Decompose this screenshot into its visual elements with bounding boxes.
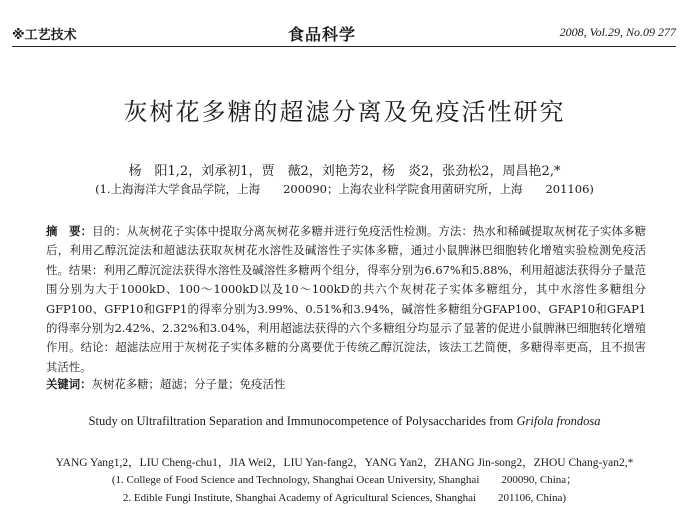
keywords-label: 关键词： bbox=[46, 377, 92, 391]
english-title-species: Grifola frondosa bbox=[516, 414, 601, 428]
abstract-text: 目的：从灰树花子实体中提取分离灰树花多糖并进行免疫活性检测。方法：热水和稀碱提取灰树花子实体多糖后，利用乙醇沉淀法和超滤法获取灰树花水溶性及碱溶性子实体多糖，通过小鼠脾淋巴细胞转化增殖实验检测免疫活性。结果：利用乙醇沉淀法获得水溶性及碱溶性多糖两个组分，得率分别为6.67%和5.88%，利用超滤法获得分子量范围分别为大于1000kD、100～1000kD以及10～100kD的共六个灰树花子实体多糖组分，其中水溶性多糖组分GFP100、GFP10和GFP1的得率分别为3.99%、0.51%和3.94%，碱溶性多糖组分GFAP100、GFAP10和GFAP1的得率分别为2.42%、2.32%和3.04%，利用超滤法获得的六个多糖组分均显示了显著的促进小鼠脾淋巴细胞转化增殖作用。结论：超滤法应用于灰树花子实体多糖的分离要优于传统乙醇沉淀法，该法工艺简便，多糖得率更高，且不损害其活性。 bbox=[46, 224, 646, 374]
author-list: 杨 阳1,2，刘承初1，贾 薇2，刘艳芳2，杨 炎2，张劲松2，周昌艳2,* bbox=[128, 164, 561, 179]
journal-name: 食品科学 bbox=[288, 25, 357, 44]
keywords-text: 灰树花多糖；超滤；分子量；免疫活性 bbox=[91, 377, 286, 391]
paper-title: 灰树花多糖的超滤分离及免疫活性研究 bbox=[123, 98, 566, 126]
section-label: ※工艺技术 bbox=[12, 28, 77, 43]
abstract bbox=[46, 222, 646, 377]
affiliation: (1.上海海洋大学食品学院，上海 200090；上海农业科学院食用菌研究所，上海 201106) bbox=[95, 182, 594, 196]
abstract-label: 摘 要： bbox=[46, 224, 93, 238]
header-divider bbox=[12, 46, 676, 47]
english-title-text: Study on Ultrafiltration Separation and Immunocompetence of Polysaccharides from bbox=[88, 414, 517, 428]
issue-info: 2008, Vol.29, No.09 277 bbox=[559, 25, 676, 39]
english-affiliation-1: (1. College of Food Science and Technology, Shanghai Ocean University, Shanghai 200090, China； bbox=[111, 474, 578, 486]
english-affiliation-2: 2. Edible Fungi Institute, Shanghai Academy of Agricultural Sciences, Shanghai 201106, China) bbox=[122, 492, 567, 504]
keywords bbox=[46, 376, 646, 392]
english-title bbox=[0, 414, 689, 429]
page-header bbox=[12, 22, 676, 42]
english-authors: YANG Yang1,2，LIU Cheng-chu1，JIA Wei2，LIU Yan-fang2，YANG Yan2，ZHANG Jin-song2，ZHOU Chang-yan2,* bbox=[55, 457, 634, 469]
